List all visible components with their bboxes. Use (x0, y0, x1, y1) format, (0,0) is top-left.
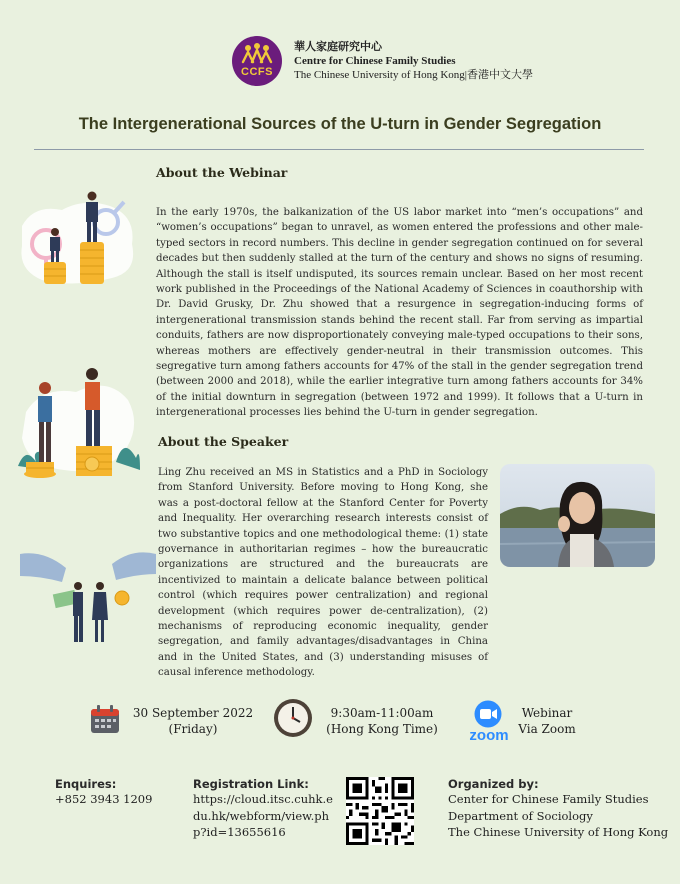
ccfs-logo (232, 36, 282, 86)
zoom-icon (472, 700, 504, 728)
clock-icon (273, 698, 313, 738)
money-hands-illustration (20, 546, 156, 650)
divider-line (34, 149, 644, 150)
enquires-label: Enquires: (55, 777, 117, 791)
event-location (512, 705, 582, 737)
organized-label: Organized by: (448, 777, 539, 791)
divider: | (464, 69, 467, 81)
speaker-portrait (500, 464, 655, 567)
event-date-text: 30 September 2022 (132, 706, 254, 720)
event-day-text: (Friday) (168, 722, 218, 736)
university-line (294, 68, 533, 82)
organizer-1: Center for Chinese Family Studies (448, 792, 649, 806)
calendar-icon (89, 703, 121, 735)
organizer-section (448, 777, 673, 841)
qr-code (346, 777, 414, 845)
registration-section (193, 777, 333, 841)
career-illustration (12, 366, 142, 484)
org-name-en: Centre for Chinese Family Studies (294, 55, 456, 67)
org-name-cn: 華人家庭研究中心 (294, 41, 382, 53)
speaker-bio: Ling Zhu received an MS in Statistics and a PhD in Sociology from Stanford University. Before moving to Hong Kong, she was a post-doctoral fellow at the Stanford Center for Poverty and Inequality. Her overarching research interests consist of two substantive topics and one methodological theme: (1) state governance in authoritarian regimes – how the bureaucratic organizations are structured and the bureaucrats are incentivized to maintain a delicate balance between political control (which requires power centralization) and regional development (which requires power de-centralization), (2) mechanisms of reproducing economic inequality, gender segregation, and family advantages/disadvantages in China and in the United States, and (3) understanding misuses of causal inference methodology. (158, 467, 488, 679)
logo-text: CCFS (241, 66, 273, 78)
university-cn: 香港中文大學 (466, 69, 533, 81)
zoom-logo-text: zoom (469, 727, 509, 744)
webinar-description: In the early 1970s, the balkanization of the US labor market into “men’s occupations” and “women’s occupations” began to unravel, as women entered the professions and other male-typed sectors in record numbers. This decline in gender segregation continued on for several decades but then suddenly stalled at the turn of the century and shows no signs of resuming. Although the stall is itself undisputed, its sources remain unclear. Based on her most recent work published in the Proceedings of the National Academy of Sciences in coauthorship with Dr. David Grusky, Dr. Zhu showed that a resurgence in segregation-inducing forms of intergenerational transmission stands behind the recent stall. Far from serving as impartial conduits, fathers are now disproportionately conveying male-typed occupations to their sons, whereas mothers are effectively gender-neutral in their transmission outcomes. This segregative turn among fathers accounts for 47% of the stall in the gender segregation trend (between 2000 and 2018), while the earlier integrative turn among fathers accounts for 34% of the initial downturn in segregation (between 1972 and 1999). It follows that a U-turn in intergenerational processes lies behind the U-turn in gender segregation. (156, 207, 643, 419)
speaker-heading: About the Speaker (158, 434, 289, 449)
webinar-heading: About the Webinar (156, 165, 288, 180)
page-title: The Intergenerational Sources of the U-turn in Gender Segregation (78, 115, 602, 133)
registration-label: Registration Link: (193, 777, 309, 791)
org-header (294, 40, 533, 82)
organizer-3: The Chinese University of Hong Kong (448, 825, 669, 839)
enquires-phone[interactable]: +852 3943 1209 (55, 792, 153, 806)
event-time-text: 9:30am-11:00am (330, 706, 434, 720)
family-figures-icon (232, 36, 282, 86)
speaker-photo (500, 464, 655, 567)
event-platform-text: Via Zoom (518, 722, 576, 736)
event-mode-text: Webinar (521, 706, 573, 720)
event-date (126, 705, 260, 737)
organizer-2: Department of Sociology (448, 808, 593, 823)
registration-link[interactable]: https://cloud.itsc.cuhk.edu.hk/webform/view.php?id=13655616 (193, 792, 333, 839)
event-timezone-text: (Hong Kong Time) (326, 722, 438, 736)
event-time (322, 705, 442, 737)
enquires-section (55, 777, 152, 808)
university-en: The Chinese University of Hong Kong (294, 69, 465, 81)
gender-gap-illustration (14, 186, 144, 290)
